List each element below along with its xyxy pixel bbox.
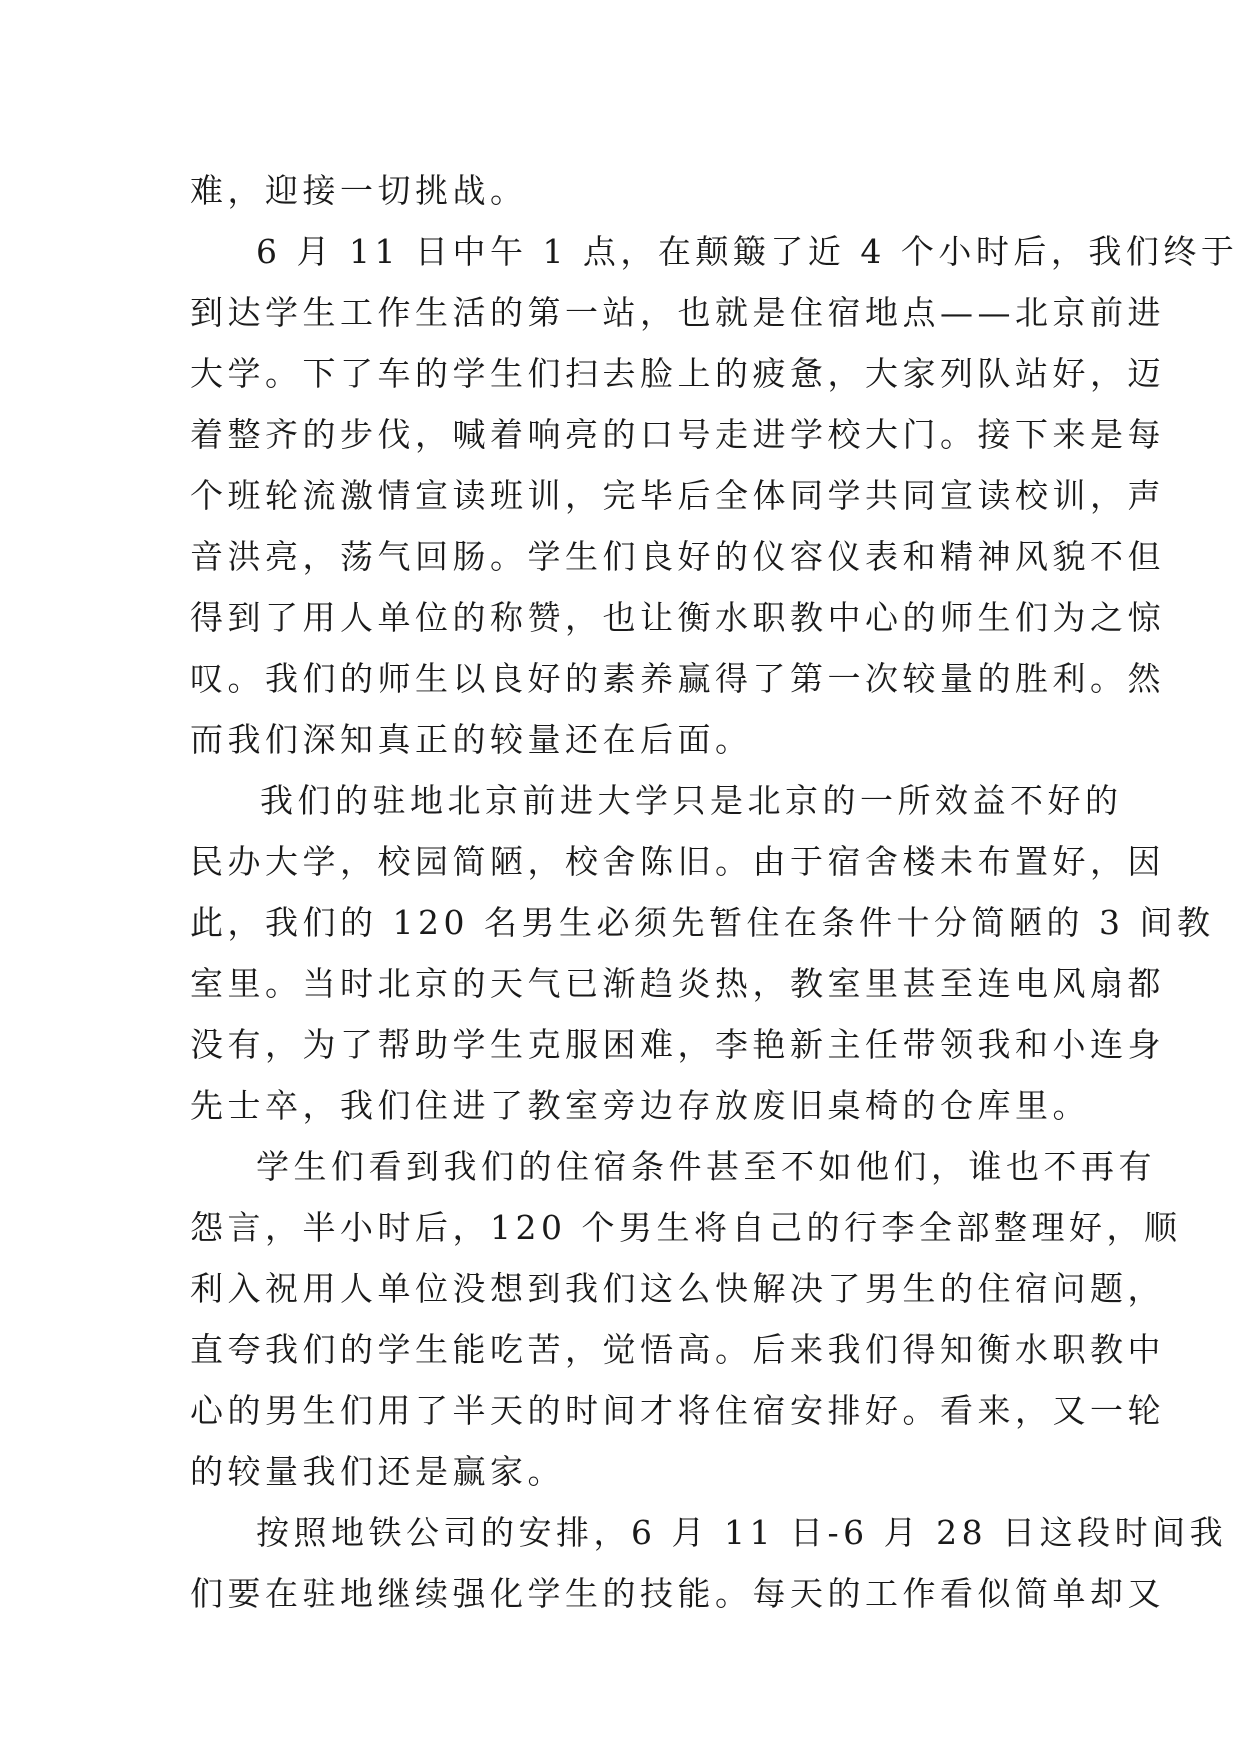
text-line: 按照地铁公司的安排，6 月 11 日-6 月 28 日这段时间我: [256, 1513, 1228, 1552]
text-line: 着整齐的步伐，喊着响亮的口号走进学校大门。接下来是每: [190, 415, 1165, 454]
text-line: 室里。当时北京的天气已渐趋炎热，教室里甚至连电风扇都: [190, 964, 1165, 1003]
text-line: 学生们看到我们的住宿条件甚至不如他们，谁也不再有: [256, 1147, 1156, 1186]
text-line: 的较量我们还是赢家。: [190, 1452, 565, 1491]
text-line: 利入祝用人单位没想到我们这么快解决了男生的住宿问题，: [190, 1269, 1165, 1308]
text-line: 们要在驻地继续强化学生的技能。每天的工作看似简单却又: [190, 1574, 1165, 1613]
text-line: 心的男生们用了半天的时间才将住宿安排好。看来，又一轮: [190, 1391, 1165, 1430]
body-text: [190, 160, 1239, 1624]
text-line: 6 月 11 日中午 1 点，在颠簸了近 4 个小时后，我们终于: [256, 232, 1239, 271]
text-line: 得到了用人单位的称赞，也让衡水职教中心的师生们为之惊: [190, 598, 1165, 637]
text-line: 而我们深知真正的较量还在后面。: [190, 720, 753, 759]
text-line: 民办大学，校园简陋，校舍陈旧。由于宿舍楼未布置好，因: [190, 842, 1165, 881]
text-line: 怨言，半小时后，120 个男生将自己的行李全部整理好，顺: [190, 1208, 1182, 1247]
text-line: 先士卒，我们住进了教室旁边存放废旧桌椅的仓库里。: [190, 1086, 1090, 1125]
text-line: 到达学生工作生活的第一站，也就是住宿地点——北京前进: [190, 293, 1165, 332]
text-line: 没有，为了帮助学生克服困难，李艳新主任带领我和小连身: [190, 1025, 1165, 1064]
text-line: 难，迎接一切挑战。: [190, 171, 528, 210]
text-line: 此，我们的 120 名男生必须先暂住在条件十分简陋的 3 间教: [190, 903, 1215, 942]
text-line: 大学。下了车的学生们扫去脸上的疲惫，大家列队站好，迈: [190, 354, 1165, 393]
text-line: 个班轮流激情宣读班训，完毕后全体同学共同宣读校训，声: [190, 476, 1165, 515]
text-line: 叹。我们的师生以良好的素养赢得了第一次较量的胜利。然: [190, 659, 1165, 698]
text-line: 直夸我们的学生能吃苦，觉悟高。后来我们得知衡水职教中: [190, 1330, 1165, 1369]
text-line: 我们的驻地北京前进大学只是北京的一所效益不好的: [260, 781, 1123, 820]
text-line: 音洪亮，荡气回肠。学生们良好的仪容仪表和精神风貌不但: [190, 537, 1165, 576]
